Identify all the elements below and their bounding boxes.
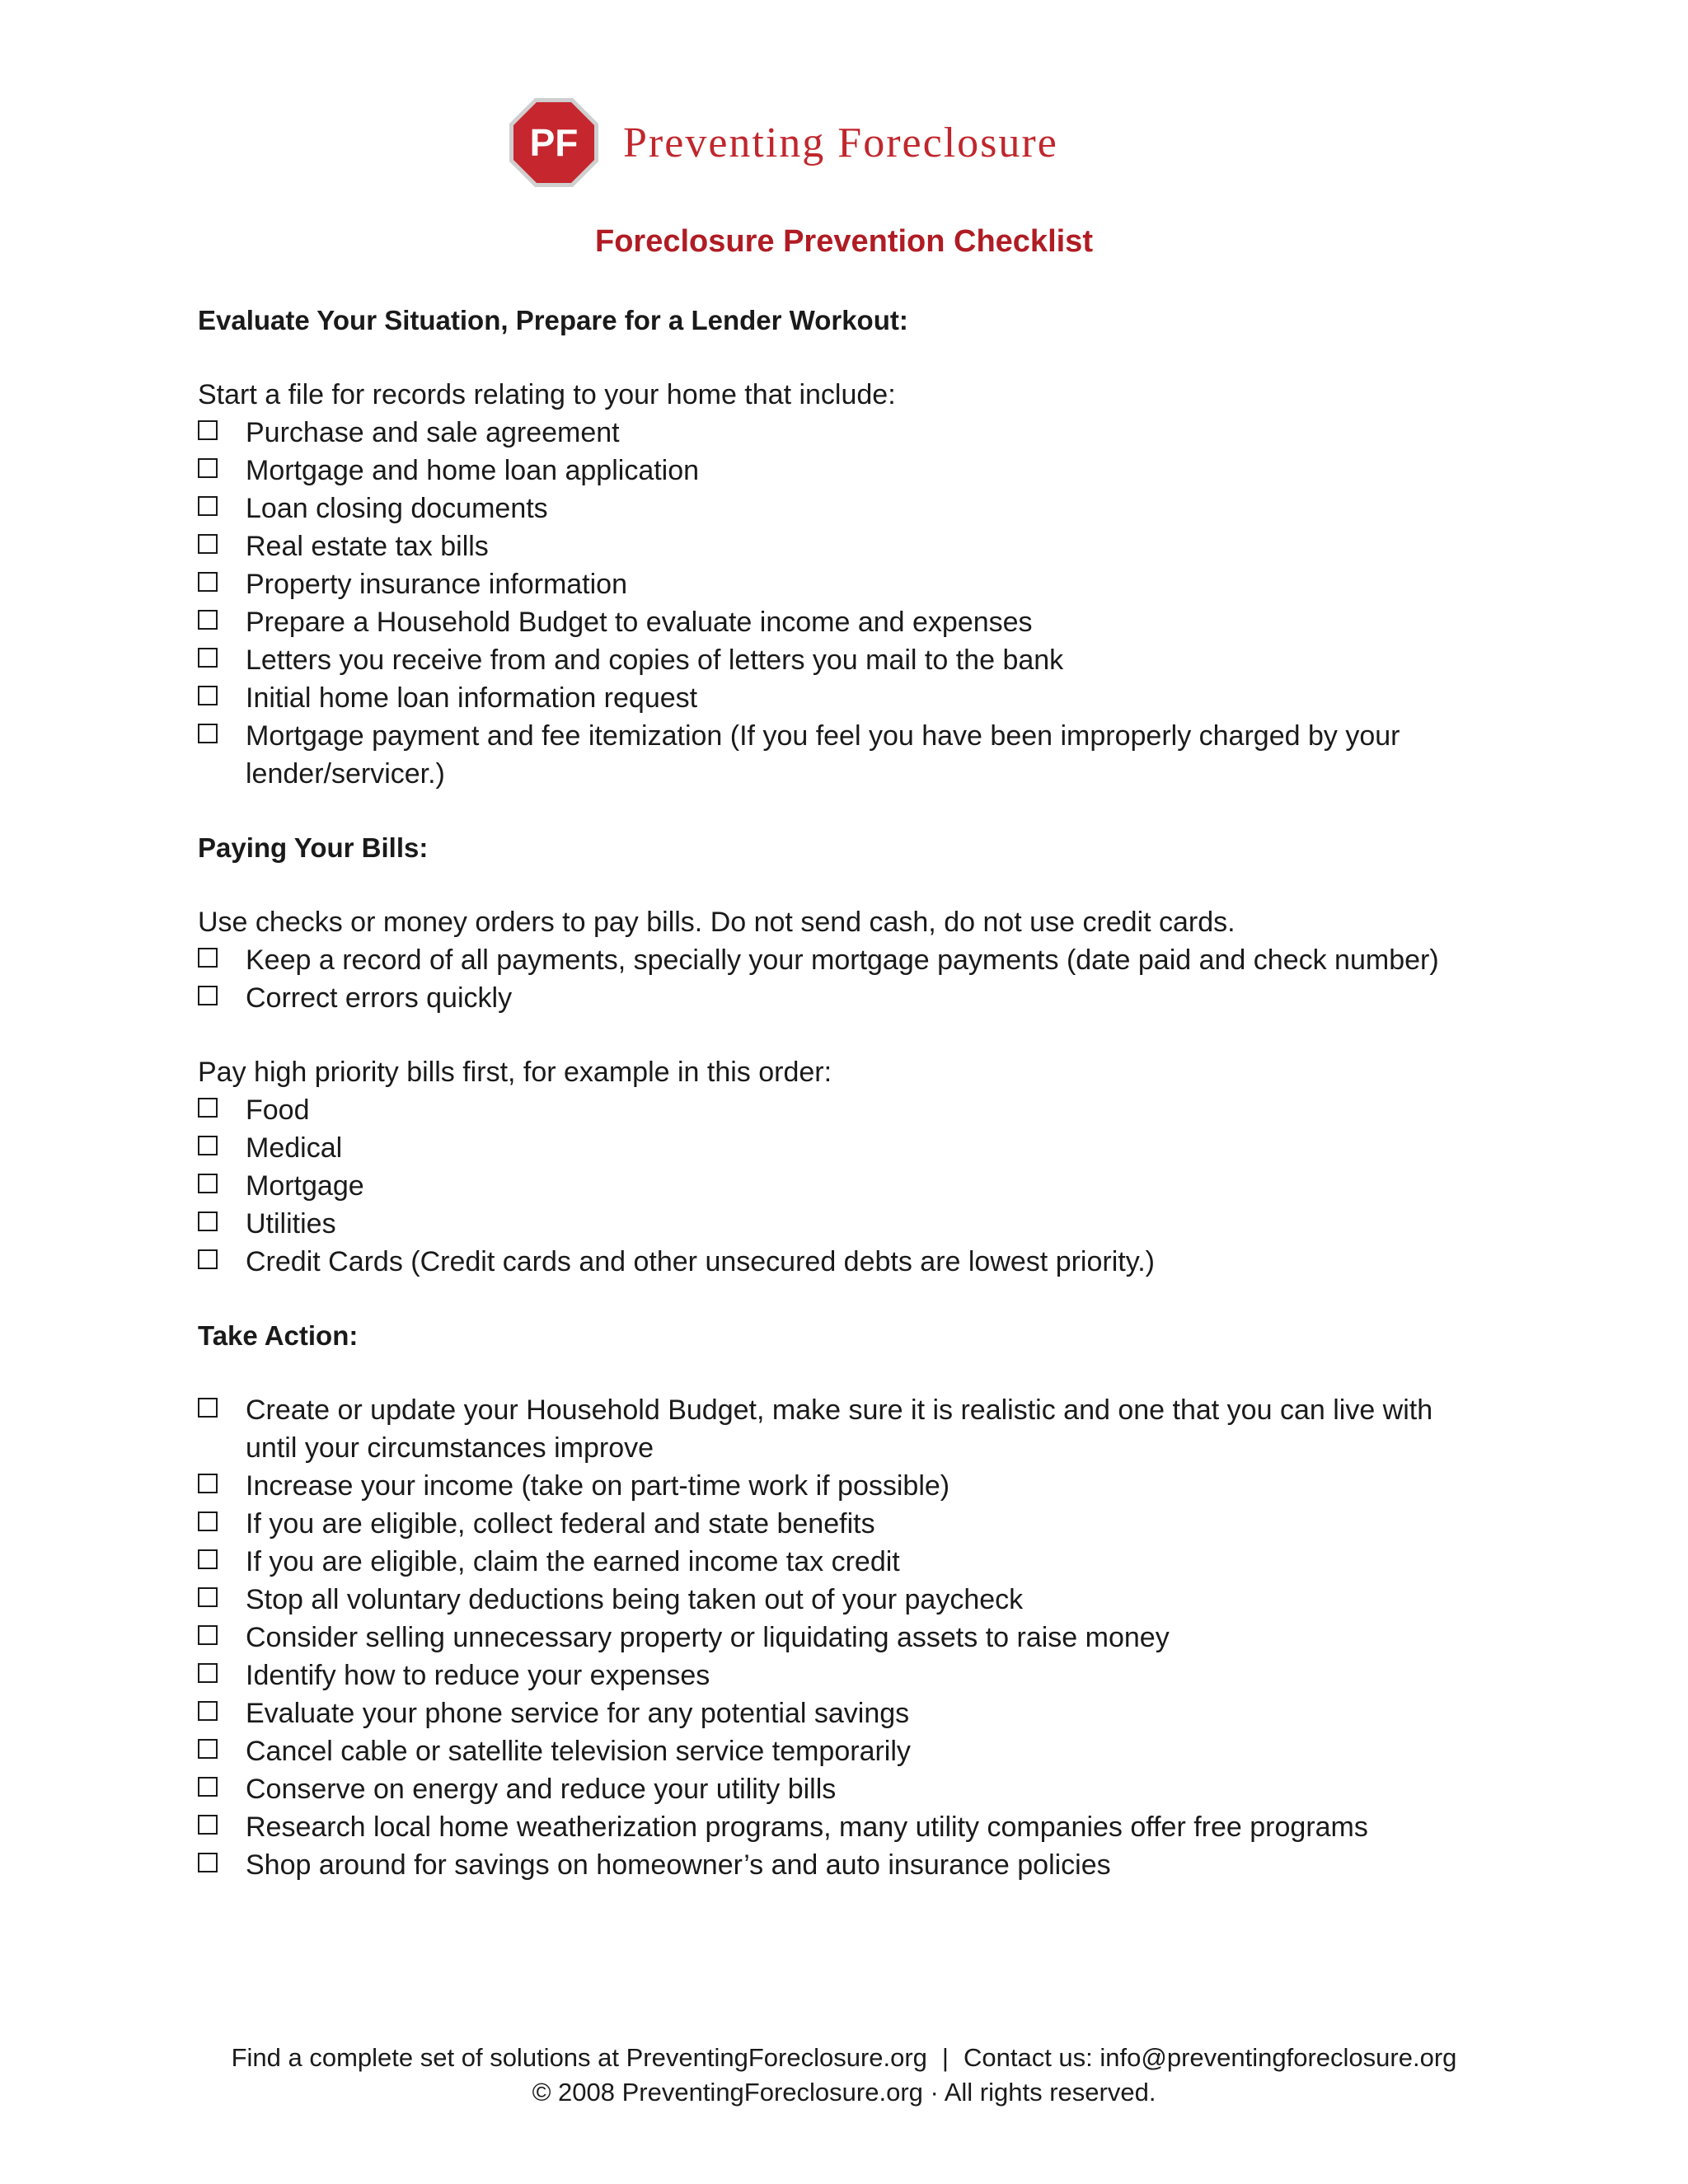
footer-copyright: © 2008 PreventingForeclosure.org · All rights reserved.: [532, 2078, 1156, 2107]
checklist-item: [198, 1129, 1467, 1167]
checklist-item-label: Keep a record of all payments, specially your mortgage payments (date paid and check number): [246, 944, 1439, 976]
checklist-item-label: Purchase and sale agreement: [246, 417, 620, 448]
checkbox[interactable]: [198, 1587, 218, 1607]
checkbox[interactable]: [198, 1777, 218, 1797]
checklist-item-label: If you are eligible, collect federal and state benefits: [246, 1508, 875, 1540]
checklist-item-label: Stop all voluntary deductions being taken out of your paycheck: [246, 1584, 1024, 1615]
checkbox[interactable]: [198, 1853, 218, 1872]
checkbox[interactable]: [198, 1815, 218, 1835]
checklist-item-label: Correct errors quickly: [246, 982, 513, 1014]
checklist-item-label: Letters you receive from and copies of letters you mail to the bank: [246, 644, 1064, 676]
checklist-item: [198, 1732, 1467, 1770]
checklist-item: [198, 1619, 1467, 1657]
checklist-item: [198, 1770, 1467, 1808]
checklist-item-label: Evaluate your phone service for any potential savings: [246, 1698, 910, 1729]
checklist-item-label: Food: [246, 1094, 310, 1126]
checklist-item-label: Shop around for savings on homeowner’s and auto insurance policies: [246, 1849, 1111, 1881]
checkbox[interactable]: [198, 572, 218, 592]
checklist-item: [198, 979, 1467, 1017]
checklist-item-label: Credit Cards (Credit cards and other unsecured debts are lowest priority.): [246, 1246, 1155, 1277]
checklist-item-label: Loan closing documents: [246, 493, 548, 524]
checklist-item-label: Identify how to reduce your expenses: [246, 1660, 710, 1691]
checklist-item: [198, 679, 1467, 717]
checkbox[interactable]: [198, 1174, 218, 1193]
checklist-item: [198, 1391, 1467, 1467]
footer-line-1: [0, 2041, 1688, 2075]
checklist-item: [198, 941, 1467, 979]
checklist-priority: [198, 1091, 1467, 1281]
checkbox[interactable]: [198, 1625, 218, 1645]
checklist-item: [198, 1808, 1467, 1846]
section-intro-paying: Use checks or money orders to pay bills. Do not send cash, do not use credit cards.: [198, 907, 1236, 938]
checkbox[interactable]: [198, 1549, 218, 1569]
priority-intro: Pay high priority bills first, for example in this order:: [198, 1057, 832, 1088]
checklist-item-label: Mortgage and home loan application: [246, 455, 700, 486]
stop-sign-logo-icon: [508, 96, 600, 189]
checkbox[interactable]: [198, 1739, 218, 1759]
checkbox[interactable]: [198, 1398, 218, 1418]
checkbox[interactable]: [198, 686, 218, 705]
checklist-item-label: Create or update your Household Budget, make sure it is realistic and one that you can live with until your circumstances improve: [246, 1394, 1433, 1464]
checkbox[interactable]: [198, 420, 218, 440]
checklist-item: [198, 1091, 1467, 1129]
checklist-item: [198, 527, 1467, 565]
checklist-evaluate: [198, 414, 1467, 793]
checklist-item: [198, 1243, 1467, 1281]
checklist-item-label: Initial home loan information request: [246, 682, 698, 714]
section-heading-paying: Paying Your Bills:: [198, 832, 429, 863]
checkbox[interactable]: [198, 948, 218, 968]
checklist-item: [198, 1581, 1467, 1619]
brand-name: Preventing Foreclosure: [623, 119, 1058, 166]
checkbox[interactable]: [198, 1511, 218, 1531]
checklist-item-label: Conserve on energy and reduce your utility bills: [246, 1774, 837, 1805]
checkbox[interactable]: [198, 534, 218, 554]
checkbox[interactable]: [198, 648, 218, 668]
checklist-item-label: Medical: [246, 1132, 343, 1164]
checklist-item: [198, 1467, 1467, 1505]
footer-separator: |: [941, 2043, 949, 2072]
checkbox[interactable]: [198, 1136, 218, 1155]
footer-contact-link[interactable]: Contact us: info@preventingforeclosure.org: [963, 2043, 1457, 2072]
checklist-item: [198, 1505, 1467, 1543]
section-heading-evaluate: Evaluate Your Situation, Prepare for a Lender Workout:: [198, 305, 908, 335]
checkbox[interactable]: [198, 1663, 218, 1683]
checklist-item-label: Research local home weatherization programs, many utility companies offer free programs: [246, 1811, 1368, 1843]
checklist-item: [198, 452, 1467, 490]
checklist-item: [198, 565, 1467, 603]
checkbox[interactable]: [198, 1212, 218, 1231]
checkbox[interactable]: [198, 458, 218, 478]
checkbox[interactable]: [198, 986, 218, 1005]
checkbox[interactable]: [198, 496, 218, 516]
checkbox[interactable]: [198, 1249, 218, 1269]
checklist-item: [198, 1657, 1467, 1694]
checklist-action: [198, 1391, 1467, 1884]
logo-initials: PF: [529, 121, 579, 164]
checkbox[interactable]: [198, 610, 218, 630]
checklist-item: [198, 717, 1467, 793]
checklist-item-label: Consider selling unnecessary property or liquidating assets to raise money: [246, 1622, 1170, 1653]
checklist-item: [198, 1543, 1467, 1581]
checklist-item: [198, 603, 1467, 641]
checklist-item: [198, 490, 1467, 527]
page-title: Foreclosure Prevention Checklist: [595, 224, 1093, 259]
checklist-item: [198, 641, 1467, 679]
checklist-item-label: Mortgage: [246, 1170, 364, 1202]
section-intro-evaluate: Start a file for records relating to your home that include:: [198, 379, 896, 410]
section-heading-action: Take Action:: [198, 1320, 359, 1351]
checkbox[interactable]: [198, 1474, 218, 1493]
page-footer: [0, 2041, 1688, 2110]
checkbox[interactable]: [198, 724, 218, 743]
checklist-item-label: Real estate tax bills: [246, 531, 489, 562]
checklist-content: [198, 302, 1467, 1884]
checklist-item: [198, 1167, 1467, 1205]
checkbox[interactable]: [198, 1701, 218, 1721]
checklist-paying: [198, 941, 1467, 1017]
checklist-item-label: If you are eligible, claim the earned income tax credit: [246, 1546, 900, 1577]
checklist-item-label: Property insurance information: [246, 569, 628, 600]
checklist-item-label: Mortgage payment and fee itemization (If you feel you have been improperly charged by your lender/servicer.): [246, 720, 1400, 790]
checklist-item-label: Increase your income (take on part-time work if possible): [246, 1470, 950, 1502]
checklist-item-label: Cancel cable or satellite television service temporarily: [246, 1736, 911, 1767]
checklist-item: [198, 414, 1467, 452]
footer-solutions-link[interactable]: Find a complete set of solutions at PreventingForeclosure.org: [231, 2043, 927, 2072]
checklist-item: [198, 1846, 1467, 1884]
checklist-item: [198, 1205, 1467, 1243]
brand-logo: [508, 96, 1058, 190]
checklist-item: [198, 1694, 1467, 1732]
checkbox[interactable]: [198, 1098, 218, 1118]
checklist-item-label: Utilities: [246, 1208, 336, 1240]
checklist-item-label: Prepare a Household Budget to evaluate income and expenses: [246, 607, 1033, 638]
